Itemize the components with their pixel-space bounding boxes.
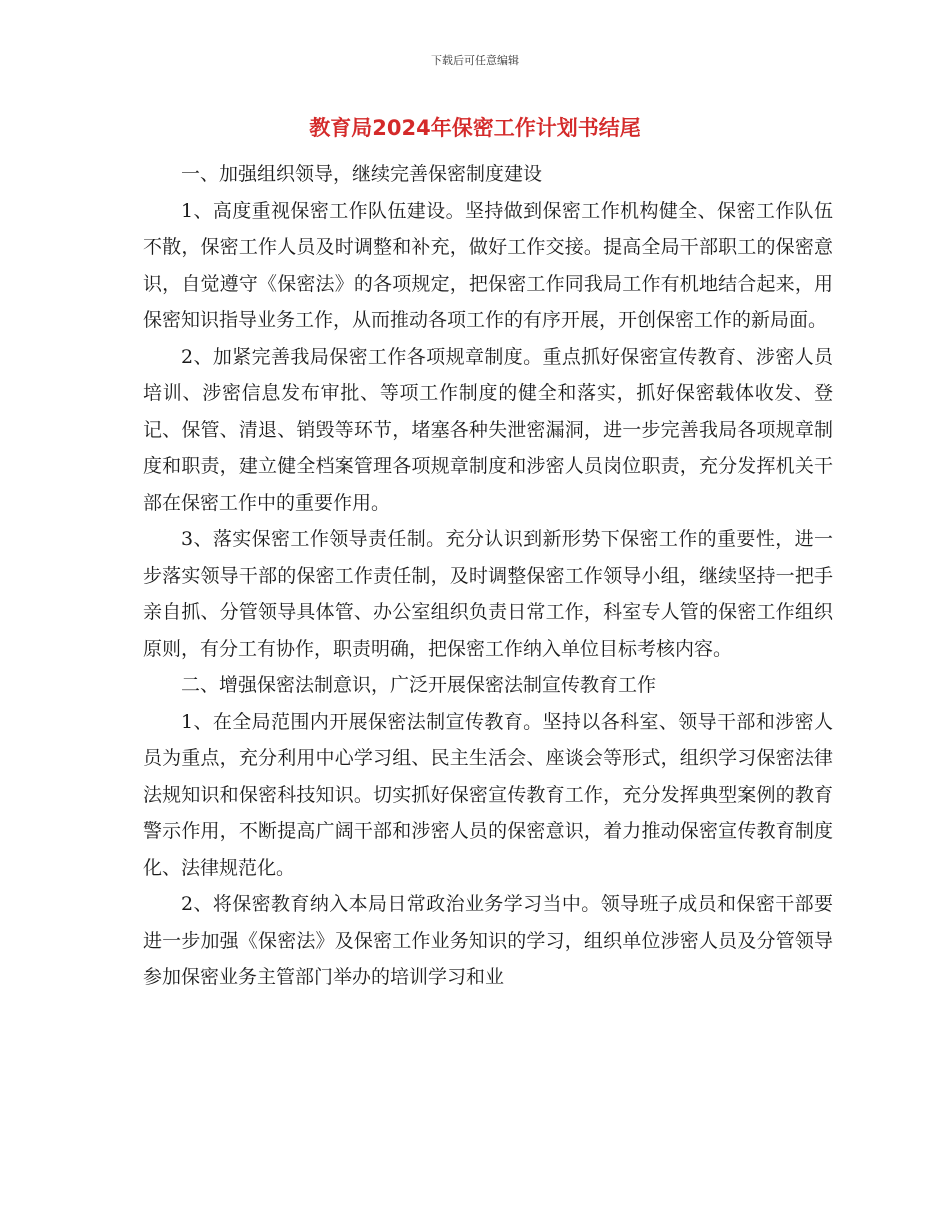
document-title: 教育局2024年保密工作计划书结尾	[309, 116, 641, 140]
document-body	[143, 156, 833, 996]
paragraph: 2、加紧完善我局保密工作各项规章制度。重点抓好保密宣传教育、涉密人员培训、涉密信息发布审批、等项工作制度的健全和落实，抓好保密载体收发、登记、保管、清退、销毁等环节，堵塞各种失泄密漏洞，进一步完善我局各项规章制度和职责，建立健全档案管理各项规章制度和涉密人员岗位职责，充分发挥机关干部在保密工作中的重要作用。	[143, 345, 833, 514]
paragraph: 3、落实保密工作领导责任制。充分认识到新形势下保密工作的重要性，进一步落实领导干部的保密工作责任制，及时调整保密工作领导小组，继续坚持一把手亲自抓、分管领导具体管、办公室组织负责日常工作，科室专人管的保密工作组织原则，有分工有协作，职责明确，把保密工作纳入单位目标考核内容。	[143, 528, 833, 660]
paragraph: 1、高度重视保密工作队伍建设。坚持做到保密工作机构健全、保密工作队伍不散，保密工作人员及时调整和补充，做好工作交接。提高全局干部职工的保密意识，自觉遵守《保密法》的各项规定，把保密工作同我局工作有机地结合起来，用保密知识指导业务工作，从而推动各项工作的有序开展，开创保密工作的新局面。	[143, 199, 833, 331]
paragraph: 2、将保密教育纳入本局日常政治业务学习当中。领导班子成员和保密干部要进一步加强《保密法》及保密工作业务知识的学习，组织单位涉密人员及分管领导参加保密业务主管部门举办的培训学习和业	[143, 893, 833, 988]
section-heading: 二、增强保密法制意识，广泛开展保密法制宣传教育工作	[181, 674, 657, 696]
section-heading: 一、加强组织领导，继续完善保密制度建设	[181, 163, 543, 185]
page-header: 下载后可任意编辑	[431, 54, 519, 67]
paragraph: 1、在全局范围内开展保密法制宣传教育。坚持以各科室、领导干部和涉密人员为重点，充分利用中心学习组、民主生活会、座谈会等形式，组织学习保密法律法规知识和保密科技知识。切实抓好保密宣传教育工作，充分发挥典型案例的教育警示作用，不断提高广阔干部和涉密人员的保密意识，着力推动保密宣传教育制度化、法律规范化。	[143, 710, 833, 879]
